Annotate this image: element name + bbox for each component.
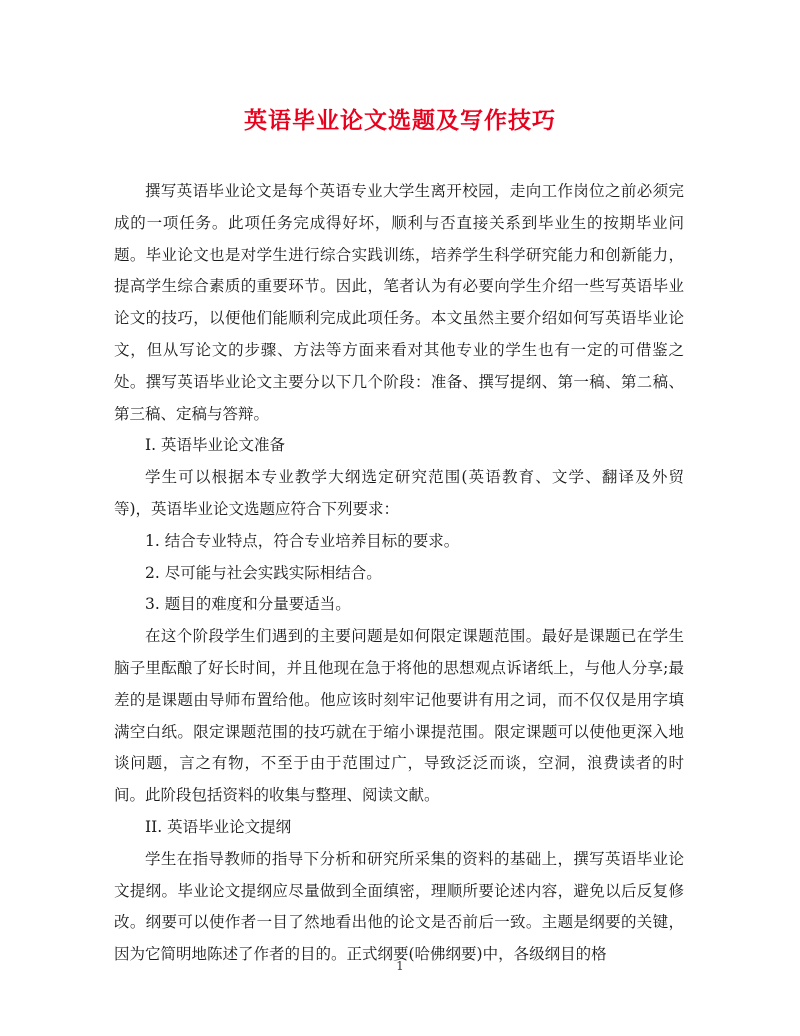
body-paragraph: 在这个阶段学生们遇到的主要问题是如何限定课题范围。最好是课题已在学生脑子里酝酿了好长时间，并且他现在急于将他的思想观点诉诸纸上，与他人分享;最差的是课题由导师布置给他。他应该时刻牢记他要讲有用之词，而不仅仅是用字填满空白纸。限定课题范围的技巧就在于缩小课提范围。限定课题可以使他更深入地谈问题，言之有物，不至于由于范围过广，导致泛泛而谈，空洞，浪费读者的时间。此阶段包括资料的收集与整理、阅读文献。 (114, 627, 684, 805)
document-body (114, 176, 684, 971)
document-title: 英语毕业论文选题及写作技巧 (244, 107, 556, 134)
section-heading: I. 英语毕业论文准备 (145, 436, 285, 455)
page-number: 1 (396, 959, 404, 973)
body-paragraph: 学生可以根据本专业教学大纲选定研究范围(英语教育、文学、翻译及外贸等)，英语毕业论文选题应符合下列要求： (114, 468, 684, 518)
body-paragraph: 撰写英语毕业论文是每个英语专业大学生离开校园，走向工作岗位之前必须完成的一项任务。此项任务完成得好坏，顺利与否直接关系到毕业生的按期毕业问题。毕业论文也是对学生进行综合实践训练，培养学生科学研究能力和创新能力，提高学生综合素质的重要环节。因此，笔者认为有必要向学生介绍一些写英语毕业论文的技巧，以便他们能顺利完成此项任务。本文虽然主要介绍如何写英语毕业论文，但从写论文的步骤、方法等方面来看对其他专业的学生也有一定的可借鉴之处。撰写英语毕业论文主要分以下几个阶段：准备、撰写提纲、第一稿、第二稿、第三稿、定稿与答辩。 (114, 182, 684, 423)
list-item: 1. 结合专业特点，符合专业培养目标的要求。 (145, 531, 460, 550)
list-item: 2. 尽可能与社会实践实际相结合。 (145, 563, 382, 582)
section-heading: II. 英语毕业论文提纲 (145, 817, 292, 836)
body-paragraph: 学生在指导教师的指导下分析和研究所采集的资料的基础上，撰写英语毕业论文提纲。毕业论文提纲应尽量做到全面缜密，理顺所要论述内容，避免以后反复修改。纲要可以使作者一目了然地看出他的论文是否前后一致。主题是纲要的关键，因为它简明地陈述了作者的目的。正式纲要(哈佛纲要)中，各级纲目的格 (114, 849, 684, 964)
list-item: 3. 题目的难度和分量要适当。 (145, 595, 351, 614)
